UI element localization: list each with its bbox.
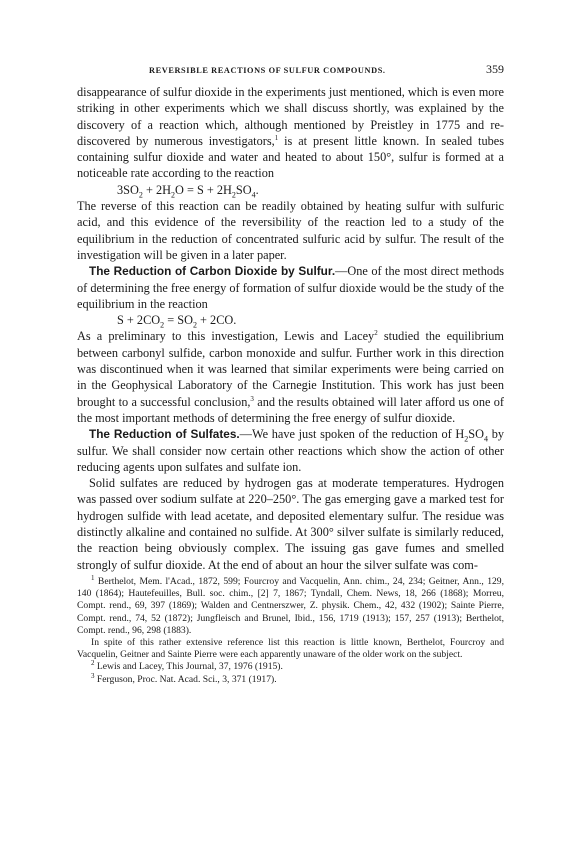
p1-line-6: and heated to about 150°, sulfur is formed at a noticeable rate according xyxy=(77,150,504,181)
paragraph-3: As a preliminary to this investigation, Lewis and Lacey$^2$ studied the equilibrium between carbonyl sulfide, carbon monoxide and sulfur. Further work in this direction was discontinued when it was learned that similar experiments were being carried on in the Geophysical Laboratory of the Carnegie Institution. This work has just been brought to a successful conclusion,$^3$ and the results obtained will later afford us one of the most important methods of determining the free energy of sulfur dioxide. xyxy=(77,329,504,425)
footnote-1: $^1$ Berthelot, Mem. l'Acad., 1872, 599; Fourcroy and Vacquelin, Ann. chim., 24, 234; Geitner, Ann., 129, 140 (1864); Hautefeuilles, Bull. soc. chim., [2] 7, 1867; Tyndall, Chem. News, 18, 266 (1868); Morreu, Compt. rend., 69, 397 (1869); Walden and Centnerszwer, Z. physik. Chem., 42, 432 (1902); Sainte Pierre, Compt. rend., 74, 52 (1872); Jungfleisch and Brunel, Ibid., 156, 1719 (1913); 157, 257 (1913); Berthelot, Compt. rend., 96, 298 (1883). xyxy=(77,573,504,636)
footnote-ref-2: 2 xyxy=(374,329,378,338)
page xyxy=(77,62,504,686)
paragraph-4: Solid sulfates are reduced by hydrogen gas at moderate temperatures. Hydrogen was passed over sodium sulfate at 220–250°. The gas emerging gave a marked test for hydrogen sulfide with lead acetate, and deposited elementary sulfur. The residue was distinctly alkaline and contained no sulfide. At 300° silver sulfate is similarly reduced, the reaction being obviously complex. The issuing gas gave fumes and smelled strongly of sulfur dioxide. At the end of about an hour the silver sulfate was com- xyxy=(77,476,504,572)
p1-line-2: is even more striking in other experiments which we shall discuss shortly, xyxy=(77,85,505,116)
footnotes xyxy=(77,573,504,686)
footnote-ref-3: 3 xyxy=(250,394,254,403)
footnote-3: $^3$ Ferguson, Proc. Nat. Acad. Sci., 3, 371 (1917). xyxy=(91,671,277,685)
p1-line-4: by Preistley in 1775 and re-discovered by numerous investigators, xyxy=(77,117,504,148)
footnote-2: $^2$ Lewis and Lacey, This Journal, 37, 1976 (1915). xyxy=(91,659,283,673)
p1-line-5: present little known. In sealed tubes containing sulfur dioxide and water xyxy=(77,133,505,165)
body-text xyxy=(77,84,504,573)
footnote-ref-1: 1 xyxy=(274,133,279,142)
p1-after-ref: is at xyxy=(278,133,308,148)
paragraph-2: The reverse of this reaction can be readily obtained by heating sulfur with sulfuric acid, and this evidence of the reversibility of the reaction led to a study of the equilibrium in the reduction of concentrated sulfuric acid by sulfur. The result of the investigation will be given in a later paper. xyxy=(77,199,504,262)
page-header xyxy=(77,62,504,84)
running-title: REVERSIBLE REACTIONS OF SULFUR COMPOUNDS. xyxy=(149,66,386,75)
equation-2: $S + 2CO_2 = SO_2 + 2CO$. xyxy=(117,313,237,330)
paragraph-1 xyxy=(77,84,504,182)
footnote-1-note: In spite of this rather extensive reference list this reaction is little known, Berthelot, Fourcroy and Vacquelin, Geitner and Sainte Pierre were each apparently unaware of the older work on the subject. xyxy=(77,636,504,661)
p1-line-3: was explained by the discovery of a reaction which, although mentioned xyxy=(77,101,505,132)
section-sulfates: The Reduction of Sulfates.—We have just spoken of the reduction of $H_2SO_4$ by sulfur. We shall consider now certain other reactions which show the action of other reducing agents upon sulfates and sulfate ion. xyxy=(77,427,504,474)
p1-line-7: to the reaction xyxy=(203,166,275,181)
page-number: 359 xyxy=(486,62,504,76)
p1-line-1: disappearance of sulfur dioxide in the experiments just mentioned, which xyxy=(77,85,438,99)
section-heading-sulfates: The Reduction of Sulfates. xyxy=(89,427,240,442)
section-heading-carbon-dioxide: The Reduction of Carbon Dioxide by Sulfur. xyxy=(89,264,336,279)
equation-1: $3SO_2 + 2H_2O = S + 2H_2SO_4$. xyxy=(117,182,259,200)
section-carbon-dioxide xyxy=(77,263,504,312)
section-text-carbon-dioxide: —One of the most direct methods of determining the free energy of formation of sulfur dioxide would be the study of the equilibrium in the reaction xyxy=(77,264,505,311)
